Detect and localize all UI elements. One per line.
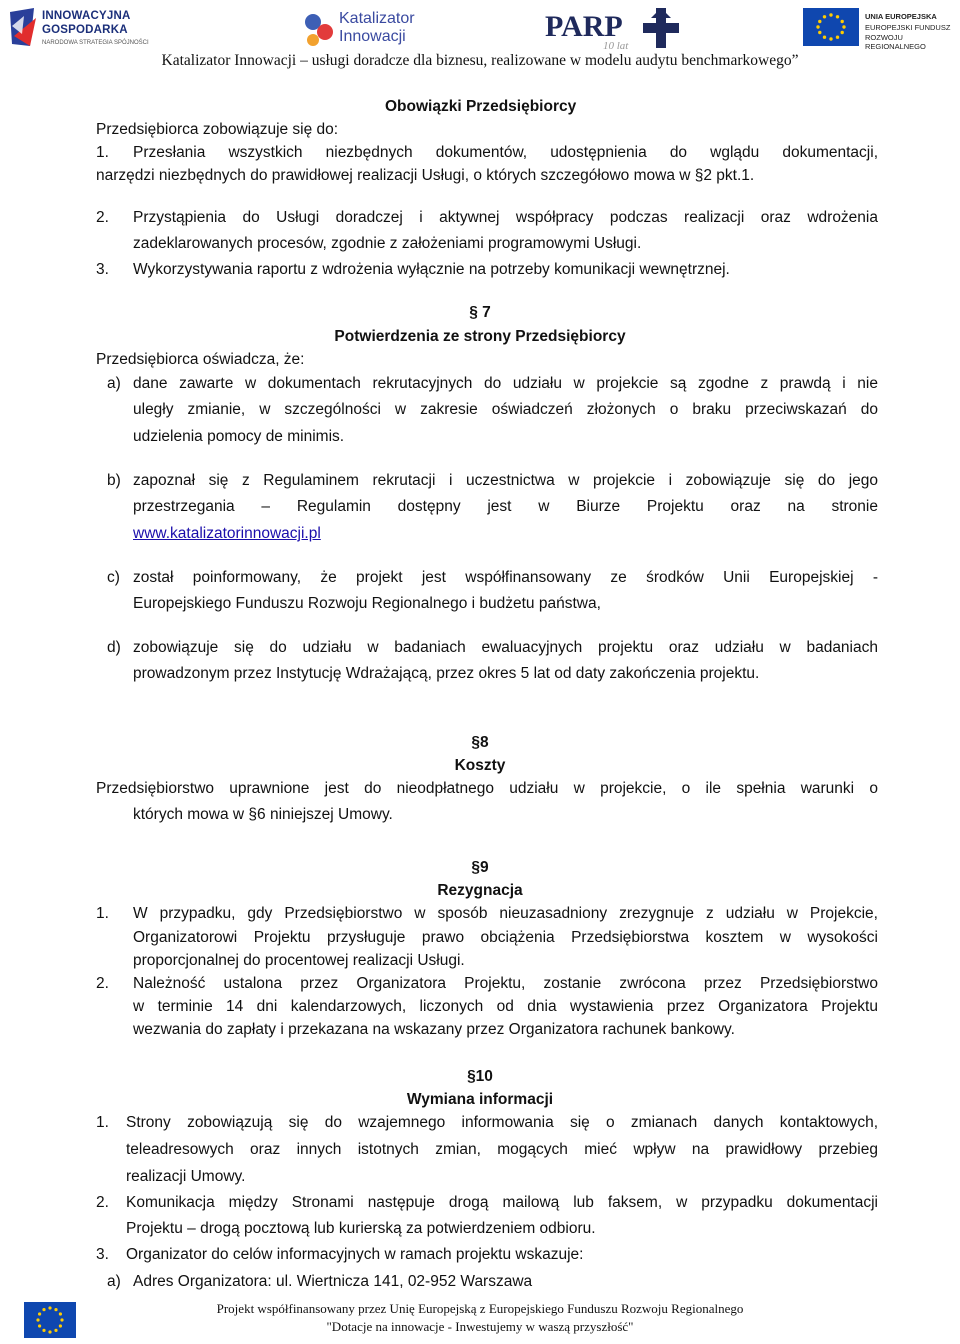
flag-arrow-icon <box>8 6 38 50</box>
s8-line1: Przedsiębiorstwo uprawnione jest do nieodpłatnego udziału w projekcie, o ile spełnia warunki o <box>96 780 878 797</box>
header-title: Katalizator Innowacji – usługi doradcze dla biznesu, realizowane w modelu audytu benchmarkowego” <box>161 52 799 69</box>
katalizator-website-link[interactable]: www.katalizatorinnowacji.pl <box>133 525 321 542</box>
s7-a-line3: udzielenia pomocy de minimis. <box>133 428 345 445</box>
parp-sub: 10 lat <box>603 40 629 52</box>
footer-line1: Projekt współfinansowany przez Unię Europejską z Europejskiego Funduszu Rozwoju Regionalnego <box>216 1301 744 1316</box>
s10-item1-line3: realizacji Umowy. <box>126 1168 246 1185</box>
parp-cross-icon <box>643 8 679 48</box>
s7-d-line1: zobowiązuje się do udziału w badaniach ewaluacyjnych projektu oraz udziału w badaniach <box>133 639 878 656</box>
s7-b-mark: b) <box>107 472 121 489</box>
s7-c-line2: Europejskiego Funduszu Rozwoju Regionalnego i budżetu państwa, <box>133 595 601 612</box>
katalizator-icon <box>303 12 337 48</box>
s7-a-line1: dane zawarte w dokumentach rekrutacyjnych do udziału w projekcie są zgodne z prawdą i nie <box>133 375 878 392</box>
obligations-item3-line1: Wykorzystywania raportu z wdrożenia wyłącznie na potrzeby komunikacji wewnętrznej. <box>133 261 730 278</box>
parp-text: PARP <box>545 10 623 43</box>
obligations-item1-num: 1. <box>96 144 109 161</box>
logo1-line2: GOSPODARKA <box>42 24 128 36</box>
obligations-item2-line2: zadeklarowanych procesów, zgodnie z założeniami programowymi Usługi. <box>133 235 642 252</box>
s10-item3-line1: Organizator do celów informacyjnych w ramach projektu wskazuje: <box>126 1246 584 1263</box>
s8-title: Koszty <box>454 757 506 774</box>
s10-a-line1: Adres Organizatora: ul. Wiertnicza 141, 02-952 Warszawa <box>133 1273 533 1290</box>
logo4-line2: EUROPEJSKI FUNDUSZ <box>865 23 951 32</box>
logo1-line3: NARODOWA STRATEGIA SPÓJNOŚCI <box>42 40 149 46</box>
innowacyjna-gospodarka-logo <box>8 6 158 52</box>
s10-item1-num: 1. <box>96 1114 109 1131</box>
s10-a-mark: a) <box>107 1273 121 1290</box>
obligations-item2-line1: Przystąpienia do Usługi doradczej i aktywnej współpracy podczas realizacji oraz wdrożenia <box>133 209 878 226</box>
s10-item1-line1: Strony zobowiązują się do wzajemnego informowania się o zmianach danych kontaktowych, <box>126 1114 878 1131</box>
s7-title: Potwierdzenia ze strony Przedsiębiorcy <box>334 328 626 345</box>
logo1-line1: INNOWACYJNA <box>42 10 131 22</box>
logo2-line2: Innowacji <box>339 28 406 45</box>
s7-c-mark: c) <box>107 569 120 586</box>
logo4-line3: ROZWOJU REGIONALNEGO <box>865 33 926 51</box>
obligations-item2-num: 2. <box>96 209 109 226</box>
s10-item2-line2: Projektu – drogą pocztową lub kurierską za potwierdzeniem odbioru. <box>126 1220 596 1237</box>
obligations-heading: Obowiązki Przedsiębiorcy <box>385 98 577 115</box>
s9-item1-line3: proporcjonalnej do procentowej realizacji Usługi. <box>133 952 465 969</box>
s10-item3-num: 3. <box>96 1246 109 1263</box>
s10-item1-line2: teleadresowych oraz innych istotnych zmian, mogących mieć wpływ na prawidłowy przebieg <box>126 1141 878 1158</box>
footer-line2: "Dotacje na innowacje - Inwestujemy w waszą przyszłość" <box>326 1319 634 1334</box>
s9-item2-num: 2. <box>96 975 109 992</box>
s7-b-line1: zapoznał się z Regulaminem rekrutacji i uczestnictwa w projekcie i zobowiązuje się do jego <box>133 472 878 489</box>
obligations-intro: Przedsiębiorca zobowiązuje się do: <box>96 121 339 138</box>
obligations-item3-num: 3. <box>96 261 109 278</box>
s9-number: §9 <box>471 859 489 876</box>
s7-c-line1: został poinformowany, że projekt jest współfinansowany ze środków Unii Europejskiej - <box>133 569 878 586</box>
parp-logo <box>545 6 685 54</box>
s9-item1-line1: W przypadku, gdy Przedsiębiorstwo w sposób nieuzasadniony zrezygnuje z udziału w Projekcie, <box>133 905 878 922</box>
s9-item1-num: 1. <box>96 905 109 922</box>
s8-number: §8 <box>471 734 489 751</box>
s7-b-line2: przestrzegania – Regulamin dostępny jest w Biurze Projektu oraz na stronie <box>133 498 878 515</box>
s10-item2-line1: Komunikacja między Stronami następuje drogą mailową lub faksem, w przypadku dokumentacji <box>126 1194 878 1211</box>
s9-item2-line2: w terminie 14 dni kalendarzowych, liczonych od dnia wystawienia przez Organizatora Projektu <box>133 998 878 1015</box>
s7-a-line2: uległy zmianie, w szczególności w zakresie oświadczeń złożonych o braku przeciwskazań do <box>133 401 878 418</box>
s9-title: Rezygnacja <box>437 882 523 899</box>
s9-item2-line1: Należność ustalona przez Organizatora Projektu, zostanie zwrócona przez Przedsiębiorstwo <box>133 975 878 992</box>
s7-d-line2: prowadzonym przez Instytucję Wdrażającą, przez okres 5 lat od daty zakończenia projektu. <box>133 665 760 682</box>
s7-a-mark: a) <box>107 375 121 392</box>
s10-title: Wymiana informacji <box>406 1091 554 1108</box>
s7-d-mark: d) <box>107 639 121 656</box>
s10-item2-num: 2. <box>96 1194 109 1211</box>
eu-erdf-logo <box>803 8 958 51</box>
eu-flag-icon <box>803 8 859 46</box>
s9-item1-line2: Organizatorowi Projektu przysługuje prawo obciążenia Przedsiębiorstwa kosztem w wysokości <box>133 929 878 946</box>
obligations-item1-line1: Przesłania wszystkich niezbędnych dokumentów, udostępnienia do wglądu dokumentacji, <box>133 144 878 161</box>
obligations-item1-line2: narzędzi niezbędnych do prawidłowej realizacji Usługi, o których szczegółowo mowa w §2 pkt.1. <box>96 167 755 184</box>
s8-line2: których mowa w §6 niniejszej Umowy. <box>133 806 393 823</box>
s7-number: § 7 <box>469 304 491 321</box>
katalizator-innowacji-logo <box>303 10 433 50</box>
s7-intro: Przedsiębiorca oświadcza, że: <box>96 351 305 368</box>
s9-item2-line3: wezwania do zapłaty i przekazana na wskazany przez Organizatora rachunek bankowy. <box>133 1021 735 1038</box>
s10-number: §10 <box>467 1068 493 1085</box>
logo4-line1: UNIA EUROPEJSKA <box>865 12 937 21</box>
logo2-line1: Katalizator <box>339 10 415 27</box>
